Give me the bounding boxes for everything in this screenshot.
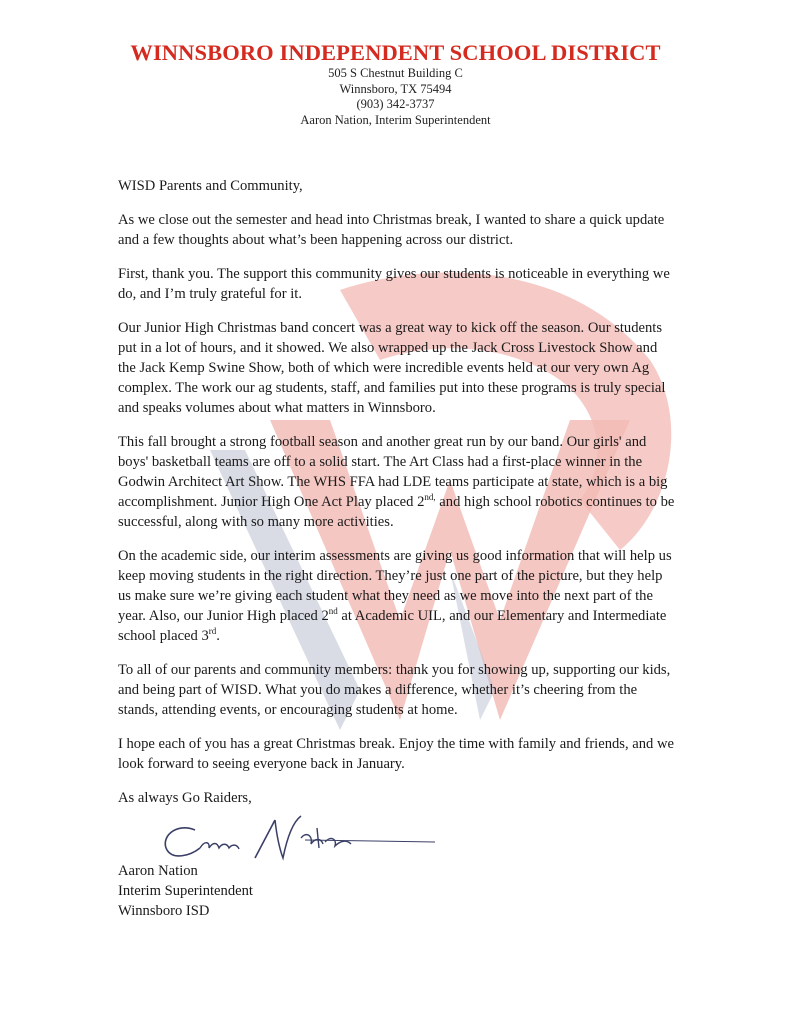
paragraph-2: First, thank you. The support this community gives our students is noticeable in everything we do, and I’m truly grateful for it. xyxy=(118,266,670,302)
paragraph-5-text-a: On the academic side, our interim assessments are giving us good information that will help us keep moving students in the right direction. They’re just one part of the picture, but they help us make sure we’re giving each student what they need as we move into the next part of the year. Also, our Junior High placed 2 xyxy=(118,548,672,624)
signer-name: Aaron Nation xyxy=(118,863,198,879)
signature-block xyxy=(118,861,253,921)
signer-title: Interim Superintendent xyxy=(118,883,253,899)
paragraph-4-ordinal: nd, xyxy=(424,492,436,503)
paragraph-3: Our Junior High Christmas band concert was a great way to kick off the season. Our students put in a lot of hours, and it showed. We also wrapped up the Jack Cross Livestock Show and the Jack Kemp Swine Show, both of which were incredible events held at our very own Ag complex. The work our ag students, staff, and families put into these programs is truly special and speaks volumes about what matters in Winnsboro. xyxy=(118,320,666,416)
handwritten-signature xyxy=(155,808,445,868)
address-line-2: Winnsboro, TX 75494 xyxy=(339,81,452,96)
paragraph-5-text-b: at Academic UIL, and our Elementary and Intermediate school placed 3 xyxy=(118,608,667,644)
paragraph-4-text-b: and high school robotics continues to be successful, along with so many more activities. xyxy=(118,494,675,530)
paragraph-5-ordinal-1: nd xyxy=(328,606,338,617)
letter-body xyxy=(118,176,678,814)
paragraph-7: I hope each of you has a great Christmas break. Enjoy the time with family and friends, and we look forward to seeing everyone back in January. xyxy=(118,736,675,772)
paragraph-5-ordinal-2: rd xyxy=(208,626,217,637)
paragraph-5-text-c: . xyxy=(216,628,220,644)
salutation: WISD Parents and Community, xyxy=(118,178,303,194)
district-name: WINNSBORO INDEPENDENT SCHOOL DISTRICT xyxy=(130,40,661,65)
letterhead xyxy=(0,0,791,128)
paragraph-1: As we close out the semester and head into Christmas break, I wanted to share a quick update and a few thoughts about what’s been happening across our district. xyxy=(118,212,665,248)
paragraph-4 xyxy=(118,432,678,532)
signer-organization: Winnsboro ISD xyxy=(118,903,210,919)
address-line-1: 505 S Chestnut Building C xyxy=(328,66,463,80)
closing: As always Go Raiders, xyxy=(118,790,252,806)
superintendent-line: Aaron Nation, Interim Superintendent xyxy=(300,112,491,127)
paragraph-4-text-a: This fall brought a strong football season and another great run by our band. Our girls' and boys' basketball teams are off to a solid start. The Art Class had a first-place winner in the Godwin Architect Art Show. The WHS FFA had LDE teams participate at state, which is a big accomplishment. Junior High One Act Play placed 2 xyxy=(118,434,668,510)
paragraph-6: To all of our parents and community members: thank you for showing up, supporting our kids, and being part of WISD. What you do makes a difference, whether it’s cheering from the stands, attending events, or encouraging students at home. xyxy=(118,662,671,718)
paragraph-5 xyxy=(118,546,678,646)
phone-number: (903) 342-3737 xyxy=(356,97,435,111)
